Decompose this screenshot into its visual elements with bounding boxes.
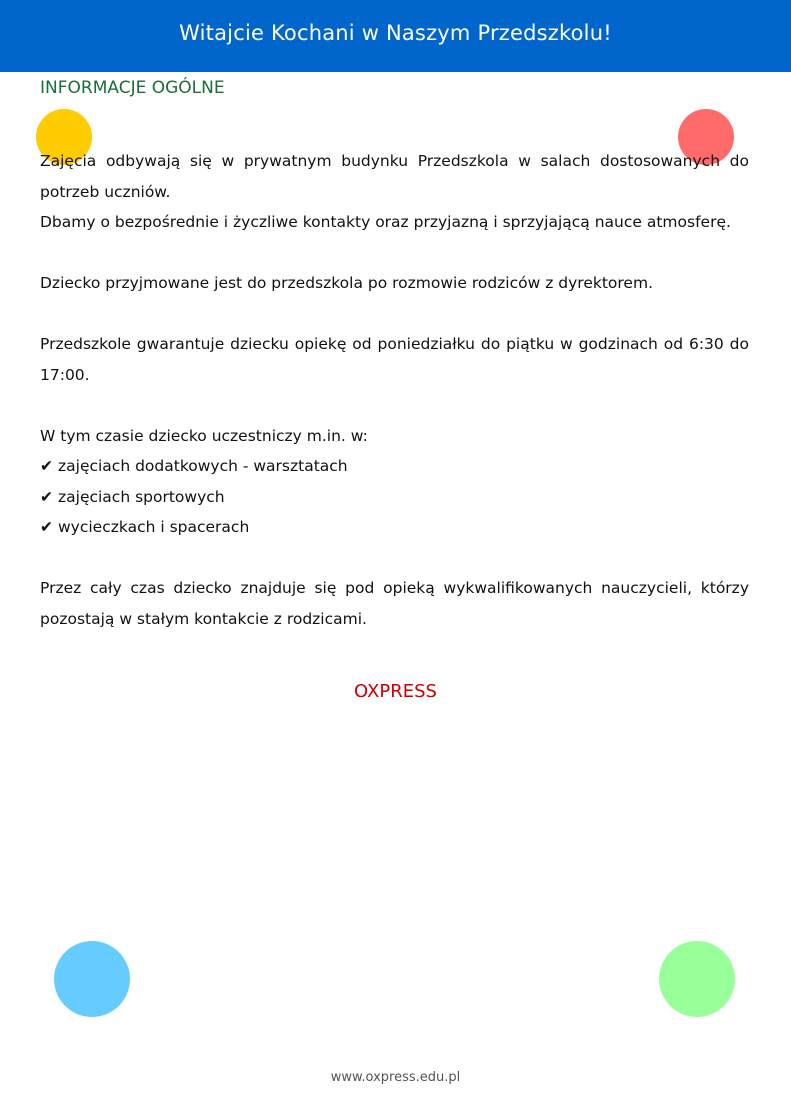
content-body — [40, 146, 749, 634]
list-item-text: zajęciach dodatkowych - warsztatach — [58, 457, 348, 475]
footer-url: www.oxpress.edu.pl — [330, 1070, 461, 1085]
list-item — [40, 512, 749, 543]
list-item-text: zajęciach sportowych — [58, 487, 225, 506]
paragraph-building: Zajęcia odbywają się w prywatnym budynku Przedszkola w salach dostosowanych do potrzeb uczniów. — [40, 152, 749, 201]
activities-list — [40, 451, 749, 543]
header-title: Witajcie Kochani w Naszym Przedszkolu! — [179, 21, 612, 45]
list-item-text: wycieczkach i spacerach — [58, 518, 250, 536]
paragraph-teachers: Przez cały czas dziecko znajduje się pod opieką wykwalifikowanych nauczycieli, którzy pozostają w stałym kontakcie z rodzicami. — [40, 579, 749, 628]
list-item — [40, 451, 749, 482]
paragraph-atmosphere: Dbamy o bezpośrednie i życzliwe kontakty oraz przyjazną i sprzyjającą nauce atmosferę. — [40, 213, 731, 231]
paragraph-hours: Przedszkole gwarantuje dziecku opiekę od poniedziałku do piątku w godzinach od 6:30 do 17:00. — [40, 335, 749, 384]
blue-circle-decoration — [54, 941, 130, 1017]
list-item — [40, 482, 749, 513]
brand-name: OXPRESS — [354, 681, 437, 702]
paragraph-activities-intro: W tym czasie dziecko uczestniczy m.in. w: — [40, 426, 368, 445]
checkmark-icon: ✔ — [40, 487, 53, 506]
checkmark-icon: ✔ — [40, 518, 53, 536]
header-banner — [0, 0, 791, 72]
checkmark-icon: ✔ — [40, 457, 53, 475]
section-title: INFORMACJE OGÓLNE — [40, 78, 225, 98]
paragraph-admission: Dziecko przyjmowane jest do przedszkola po rozmowie rodziców z dyrektorem. — [40, 274, 653, 292]
green-circle-decoration — [659, 941, 735, 1017]
